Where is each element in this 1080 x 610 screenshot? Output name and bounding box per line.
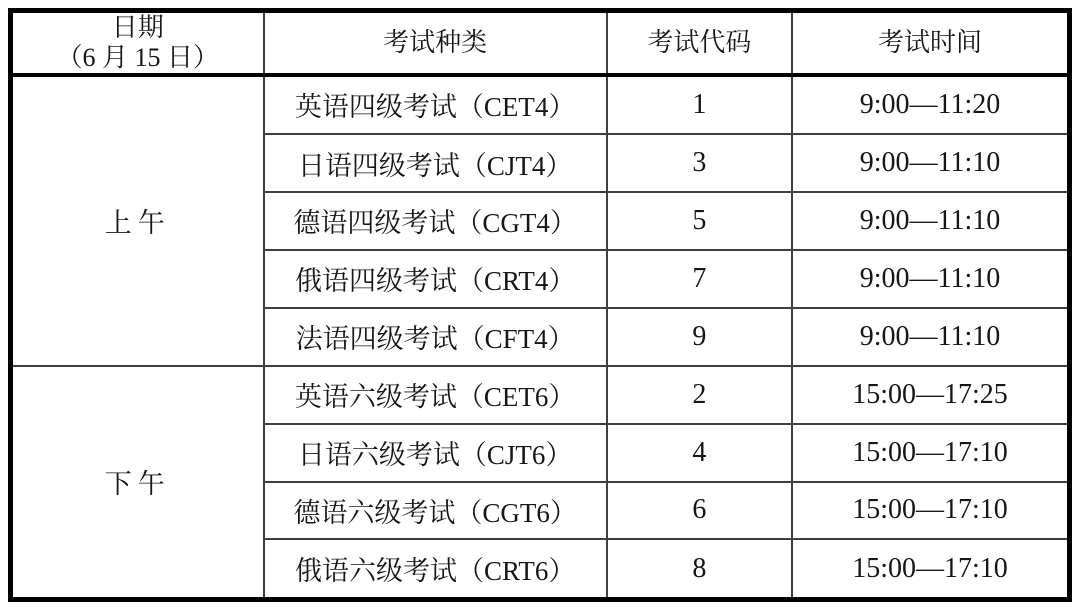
exam-type-cell: 英语六级考试（CET6） [264, 366, 607, 424]
header-date-line2: （6 月 15 日） [56, 42, 220, 72]
exam-time-cell: 15:00—17:10 [792, 424, 1069, 482]
exam-code-cell: 7 [607, 250, 792, 308]
session-label-afternoon: 下午 [11, 366, 264, 600]
session-label-morning: 上午 [11, 75, 264, 366]
exam-time-cell: 9:00—11:10 [792, 308, 1069, 366]
table-row [11, 366, 1070, 424]
header-exam-type: 考试种类 [264, 11, 607, 75]
exam-type-cell: 俄语四级考试（CRT4） [264, 250, 607, 308]
exam-type-cell: 俄语六级考试（CRT6） [264, 539, 607, 599]
exam-time-cell: 9:00—11:20 [792, 75, 1069, 134]
exam-type-cell: 日语六级考试（CJT6） [264, 424, 607, 482]
header-exam-time: 考试时间 [792, 11, 1069, 75]
header-row [11, 11, 1070, 75]
header-exam-code: 考试代码 [607, 11, 792, 75]
exam-code-cell: 6 [607, 482, 792, 540]
exam-time-cell: 15:00—17:10 [792, 539, 1069, 599]
exam-time-cell: 15:00—17:25 [792, 366, 1069, 424]
exam-code-cell: 9 [607, 308, 792, 366]
exam-code-cell: 8 [607, 539, 792, 599]
exam-code-cell: 3 [607, 134, 792, 192]
exam-code-cell: 2 [607, 366, 792, 424]
exam-code-cell: 5 [607, 192, 792, 250]
exam-time-cell: 9:00—11:10 [792, 134, 1069, 192]
exam-time-cell: 15:00—17:10 [792, 482, 1069, 540]
exam-type-cell: 日语四级考试（CJT4） [264, 134, 607, 192]
exam-type-cell: 英语四级考试（CET4） [264, 75, 607, 134]
exam-time-cell: 9:00—11:10 [792, 250, 1069, 308]
header-date-line1: 日期 [111, 13, 164, 42]
exam-type-cell: 德语六级考试（CGT6） [264, 482, 607, 540]
exam-type-cell: 德语四级考试（CGT4） [264, 192, 607, 250]
exam-type-cell: 法语四级考试（CFT4） [264, 308, 607, 366]
exam-code-cell: 4 [607, 424, 792, 482]
exam-code-cell: 1 [607, 75, 792, 134]
exam-schedule-table [8, 8, 1072, 602]
header-date [11, 11, 264, 75]
exam-time-cell: 9:00—11:10 [792, 192, 1069, 250]
table-row [11, 75, 1070, 134]
